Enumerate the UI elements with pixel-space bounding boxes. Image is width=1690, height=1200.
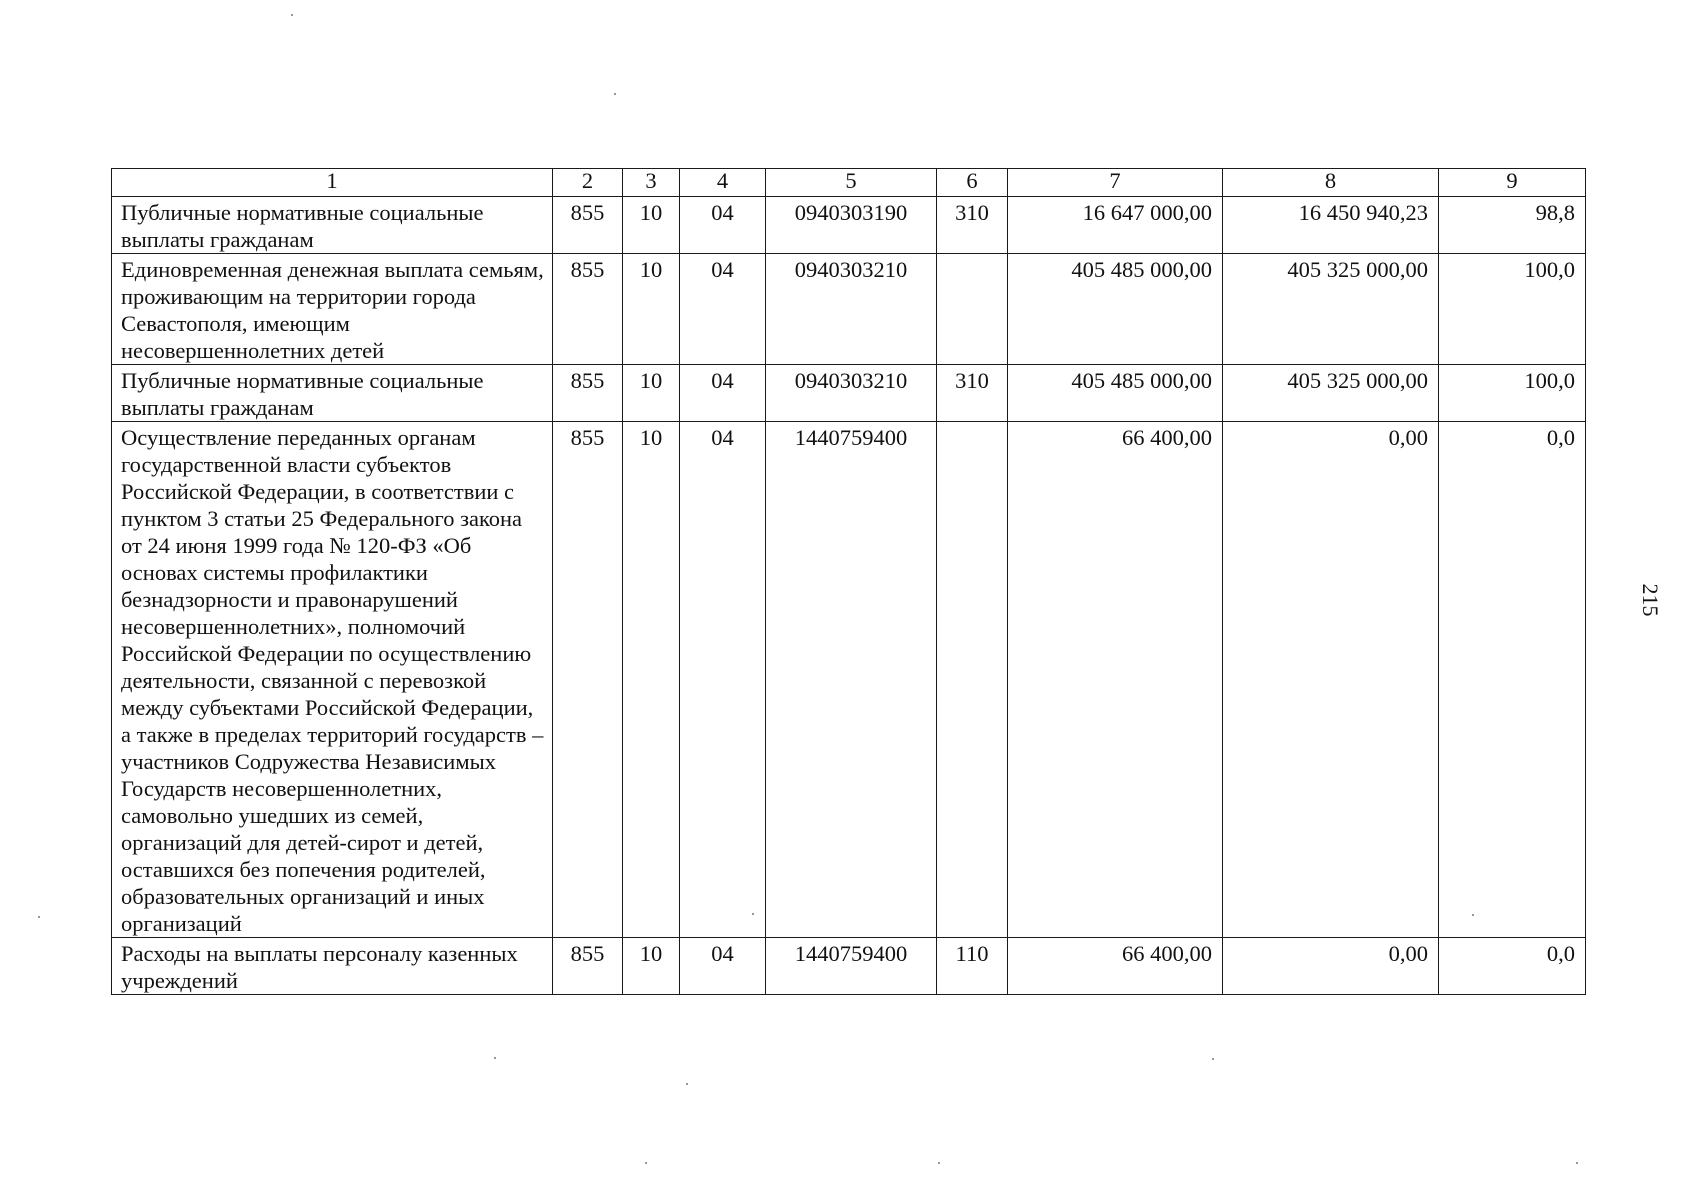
budget-table	[111, 168, 1586, 995]
row-percent: 98,8	[1439, 197, 1586, 254]
row-admin-code: 855	[553, 938, 623, 995]
header-cell: 6	[937, 169, 1008, 197]
row-planned-amount: 66 400,00	[1008, 422, 1223, 938]
scan-speck	[38, 916, 40, 918]
table-row	[112, 938, 1586, 995]
scan-speck	[752, 913, 754, 915]
scan-speck	[1472, 914, 1474, 916]
row-subsection: 04	[680, 938, 766, 995]
row-subsection: 04	[680, 254, 766, 365]
row-admin-code: 855	[553, 254, 623, 365]
row-description: Расходы на выплаты персоналу казенных учреждений	[112, 938, 553, 995]
row-section: 10	[623, 197, 680, 254]
scan-speck	[1576, 1162, 1578, 1164]
row-executed-amount: 0,00	[1223, 938, 1439, 995]
header-cell: 7	[1008, 169, 1223, 197]
table-row	[112, 422, 1586, 938]
table-row	[112, 254, 1586, 365]
table-row	[112, 365, 1586, 422]
row-description: Публичные нормативные социальные выплаты гражданам	[112, 197, 553, 254]
row-expense-type: 110	[937, 938, 1008, 995]
row-section: 10	[623, 254, 680, 365]
row-expense-type	[937, 254, 1008, 365]
row-executed-amount: 0,00	[1223, 422, 1439, 938]
row-planned-amount: 405 485 000,00	[1008, 254, 1223, 365]
table-row	[112, 197, 1586, 254]
row-percent: 100,0	[1439, 365, 1586, 422]
row-target-article: 1440759400	[766, 938, 937, 995]
scan-speck	[291, 14, 293, 16]
header-cell: 1	[112, 169, 553, 197]
scan-speck	[645, 1162, 647, 1164]
row-admin-code: 855	[553, 197, 623, 254]
row-percent: 0,0	[1439, 938, 1586, 995]
row-planned-amount: 16 647 000,00	[1008, 197, 1223, 254]
row-description: Осуществление переданных органам государственной власти субъектов Российской Федерации, в соответствии с пунктом 3 статьи 25 Федерального закона от 24 июня 1999 года № 120-ФЗ «Об основах системы профилактики безнадзорности и правонарушений несовершеннолетних», полномочий Российской Федерации по осуществлению деятельности, связанной с перевозкой между субъектами Российской Федерации, а также в пределах территорий государств – участников Содружества Независимых Государств несовершеннолетних, самовольно ушедших из семей, организаций для детей-сирот и детей, оставшихся без попечения родителей, образовательных организаций и иных организаций	[112, 422, 553, 938]
page-number: 215	[1638, 583, 1663, 617]
row-target-article: 0940303190	[766, 197, 937, 254]
header-cell: 2	[553, 169, 623, 197]
row-section: 10	[623, 422, 680, 938]
row-expense-type	[937, 422, 1008, 938]
scan-speck	[614, 93, 616, 95]
row-executed-amount: 405 325 000,00	[1223, 254, 1439, 365]
header-row	[112, 169, 1586, 197]
scan-speck	[938, 1162, 940, 1164]
row-planned-amount: 66 400,00	[1008, 938, 1223, 995]
header-cell: 9	[1439, 169, 1586, 197]
header-cell: 4	[680, 169, 766, 197]
scan-speck	[494, 1057, 496, 1059]
scan-speck	[1212, 1058, 1214, 1060]
row-target-article: 1440759400	[766, 422, 937, 938]
row-executed-amount: 16 450 940,23	[1223, 197, 1439, 254]
row-subsection: 04	[680, 422, 766, 938]
row-subsection: 04	[680, 197, 766, 254]
row-description: Публичные нормативные социальные выплаты гражданам	[112, 365, 553, 422]
row-section: 10	[623, 365, 680, 422]
row-executed-amount: 405 325 000,00	[1223, 365, 1439, 422]
row-percent: 0,0	[1439, 422, 1586, 938]
row-subsection: 04	[680, 365, 766, 422]
row-expense-type: 310	[937, 197, 1008, 254]
row-expense-type: 310	[937, 365, 1008, 422]
row-planned-amount: 405 485 000,00	[1008, 365, 1223, 422]
scan-speck	[686, 1083, 688, 1085]
header-cell: 3	[623, 169, 680, 197]
row-section: 10	[623, 938, 680, 995]
header-cell: 5	[766, 169, 937, 197]
row-admin-code: 855	[553, 365, 623, 422]
row-admin-code: 855	[553, 422, 623, 938]
row-percent: 100,0	[1439, 254, 1586, 365]
header-cell: 8	[1223, 169, 1439, 197]
row-description: Единовременная денежная выплата семьям, проживающим на территории города Севастополя, имеющим несовершеннолетних детей	[112, 254, 553, 365]
row-target-article: 0940303210	[766, 365, 937, 422]
row-target-article: 0940303210	[766, 254, 937, 365]
